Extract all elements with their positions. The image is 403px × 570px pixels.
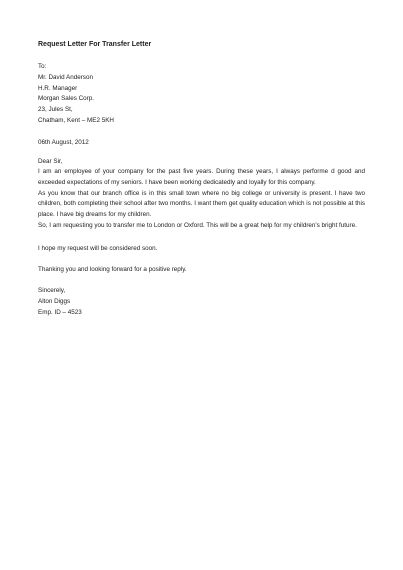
date-text: 06th August, 2012: [38, 139, 89, 146]
body-paragraph: I am an employee of your company for the past five years. During these years, I always performe d good and exceeded expectations of my seniors. I have been working dedicatedly and loyally for this company.: [38, 168, 365, 186]
body-paragraph: As you know that our branch office is in this small town where no big college or university is present. I have two children, both completing their school after two months. I want them get quality education which is not possible at this place. I have big dreams for my children.: [38, 189, 365, 219]
hope-line: [38, 244, 157, 255]
thanks-text: Thanking you and looking forward for a positive reply.: [38, 266, 187, 273]
salutation-text: Dear Sir,: [38, 158, 63, 165]
employee-id: Emp. ID – 4523: [38, 308, 82, 316]
recipient-address: [38, 62, 114, 127]
recipient-name: Mr. David Anderson: [38, 73, 93, 81]
thanks-line: [38, 265, 187, 276]
sign-off: Sincerely,: [38, 287, 66, 294]
recipient-company: Morgan Sales Corp.: [38, 95, 94, 103]
letter-title: Request Letter For Transfer Letter: [38, 41, 152, 48]
sender-name: Alton Diggs: [38, 297, 71, 305]
recipient-position: H.R. Manager: [38, 84, 78, 92]
letter-body: [38, 167, 365, 232]
closing-block: [38, 286, 82, 318]
recipient-city: Chatham, Kent – ME2 5KH: [38, 116, 114, 124]
to-label: To:: [38, 63, 47, 70]
recipient-street: 23, Jules St,: [38, 106, 73, 114]
letter-date: [38, 138, 89, 149]
body-paragraph: So, I am requesting you to transfer me to London or Oxford. This will be a great help for my children's bright future.: [38, 221, 357, 229]
hope-text: I hope my request will be considered soon.: [38, 245, 158, 252]
